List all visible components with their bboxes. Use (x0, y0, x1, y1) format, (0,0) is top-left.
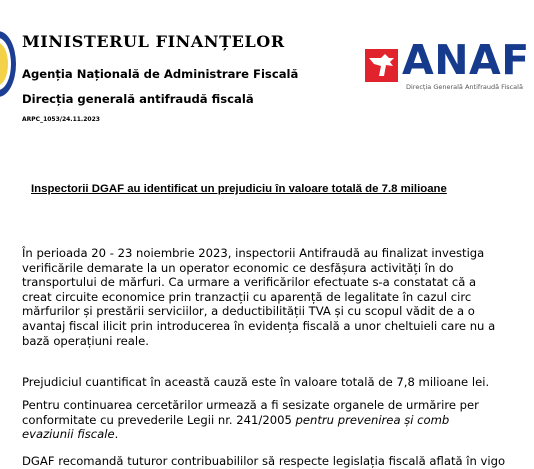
eagle-logo-icon (365, 49, 398, 82)
ministry-seal-icon (0, 28, 18, 100)
paragraph-line: verificările demarate la un operator economic ce desfășura activități în do (22, 260, 454, 275)
law-title: pentru prevenirea și comb (295, 412, 450, 427)
anaf-logo (365, 36, 534, 96)
law-reference: conformitate cu prevederile Legii nr. 241/2005 (22, 412, 296, 427)
paragraph-line: creat circuite economice prin tranzacții cu aparență de legalitate în cazul circ (22, 289, 472, 304)
press-release-headline: Inspectorii DGAF au identificat un prejudiciu în valoare totală de 7.8 milioane (31, 183, 447, 195)
paragraph-line: bază operațiuni reale. (22, 333, 149, 348)
paragraph-line (22, 427, 534, 442)
paragraph-damage (22, 375, 534, 390)
period: . (114, 427, 119, 442)
paragraph-recommendation (22, 454, 534, 469)
paragraph-line (22, 413, 534, 428)
paragraph-referral (22, 398, 534, 442)
agency-name: Agenția Națională de Administrare Fiscală (22, 67, 299, 81)
reference-number: ARPC_1053/24.11.2023 (22, 116, 100, 123)
paragraph-line: Prejudiciul cuantificat în această cauză este în valoare totală de 7,8 milioane lei. (22, 375, 490, 389)
directorate-name: Direcția generală antifraudă fiscală (22, 92, 254, 106)
logo-subtitle: Direcția Generală Antifraudă Fiscală (406, 83, 523, 91)
paragraph-line: Pentru continuarea cercetărilor urmează a fi sesizate organele de urmărire per (22, 398, 479, 412)
logo-wordmark: ANAF (402, 36, 530, 84)
paragraph-line: avantaj fiscal ilicit prin introducerea în evidența fiscală a unor cheltuieli care nu a (22, 318, 496, 333)
paragraph-investigation (22, 246, 534, 348)
paragraph-line: DGAF recomandă tuturor contribuabililor să respecte legislația fiscală aflată în vigo (22, 454, 506, 468)
paragraph-line: mărfurilor și prestării serviciilor, a deductibilității TVA și cu scopul vădit de a o (22, 304, 475, 319)
ministry-title: MINISTERUL FINANȚELOR (22, 32, 285, 51)
paragraph-line: transportului de mărfuri. Ca urmare a verificărilor efectuate s-a constatat că a (22, 275, 477, 290)
paragraph-line: În perioada 20 - 23 noiembrie 2023, inspectorii Antifraudă au finalizat investiga (22, 246, 485, 260)
law-title-cont: evaziunii fiscale (22, 427, 115, 442)
